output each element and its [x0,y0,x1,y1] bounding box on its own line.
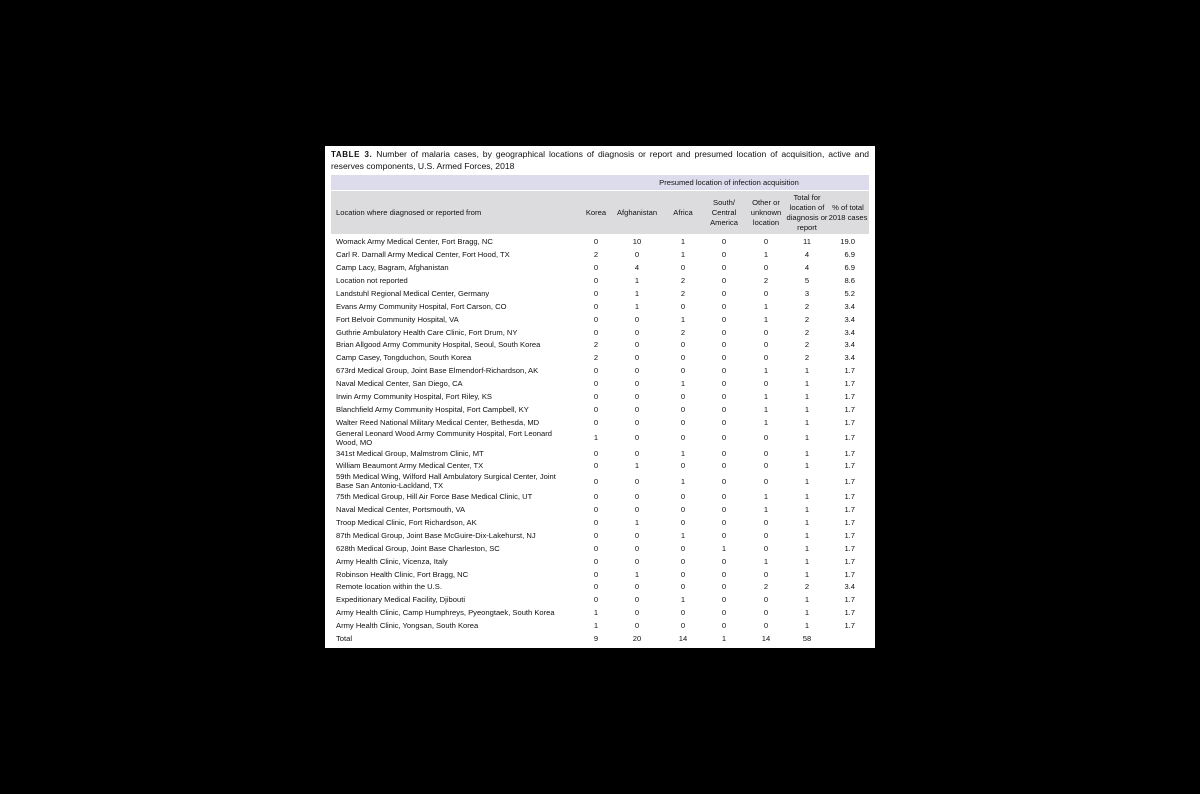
table-row [331,248,869,261]
cell-pct: 1.7 [844,530,855,540]
cell-korea: 0 [593,262,599,272]
cell-total: 2 [804,327,810,337]
cell-total: 1 [804,491,810,501]
cell-pct: 1.7 [844,461,855,471]
cell-other-unknown: 1 [763,314,769,324]
row-location: Location not reported [336,275,408,285]
cell-south-central-america: 0 [721,366,727,376]
cell-pct: 1.7 [844,556,855,566]
cell-pct: 1.7 [844,543,855,553]
cell-africa: 1 [680,314,686,324]
cell-total: 5 [804,275,810,285]
cell-total: 1 [804,517,810,527]
column-header-row [331,190,869,234]
cell-other-unknown: 0 [763,517,769,527]
cell-other-unknown: 0 [763,530,769,540]
row-location: 628th Medical Group, Joint Base Charleston, SC [336,543,500,553]
table-row [331,542,869,555]
row-location: Fort Belvoir Community Hospital, VA [336,314,459,324]
column-header-korea: Korea [585,207,607,217]
cell-total: 1 [804,418,810,428]
cell-korea: 0 [593,543,599,553]
cell-korea: 0 [593,236,599,246]
cell-korea: 0 [593,556,599,566]
cell-afghanistan: 4 [634,262,640,272]
cell-other-unknown: 0 [763,353,769,363]
cell-pct: 1.7 [844,504,855,514]
cell-korea: 0 [593,491,599,501]
cell-south-central-america: 0 [721,314,727,324]
table-row [331,516,869,529]
row-location: Camp Lacy, Bagram, Afghanistan [336,262,449,272]
table-row [331,606,869,619]
table-row [331,390,869,403]
cell-total: 1 [804,595,810,605]
cell-pct: 1.7 [844,366,855,376]
cell-africa: 1 [680,595,686,605]
row-location: Guthrie Ambulatory Health Care Clinic, Fort Drum, NY [336,327,518,337]
cell-korea: 0 [593,418,599,428]
table-row [331,472,869,490]
column-header-africa: Africa [673,207,693,217]
cell-korea: 0 [593,569,599,579]
cell-other-unknown: 0 [763,288,769,298]
cell-south-central-america: 0 [721,249,727,259]
cell-afghanistan: 0 [634,448,640,458]
table-row [331,351,869,364]
table-row [331,261,869,274]
cell-korea: 0 [593,405,599,415]
cell-pct: 1.7 [844,491,855,501]
cell-africa: 14 [678,634,688,644]
row-location: 673rd Medical Group, Joint Base Elmendorf-Richardson, AK [336,366,539,376]
table-row [331,619,869,632]
cell-other-unknown: 0 [763,327,769,337]
cell-afghanistan: 0 [634,476,640,486]
row-location: Total [336,634,353,644]
cell-korea: 0 [593,595,599,605]
table-row [331,581,869,594]
cell-other-unknown: 0 [763,448,769,458]
column-header-total: Total for location of diagnosis or report [786,192,828,232]
cell-total: 1 [804,608,810,618]
cell-korea: 0 [593,476,599,486]
cell-korea: 9 [593,634,599,644]
cell-africa: 1 [680,249,686,259]
cell-total: 1 [804,530,810,540]
table-row [331,377,869,390]
cell-pct: 1.7 [844,392,855,402]
table-row [331,429,869,447]
cell-africa: 0 [680,366,686,376]
cell-africa: 0 [680,491,686,501]
cell-pct: 5.2 [844,288,855,298]
cell-total: 1 [804,392,810,402]
table-row [331,555,869,568]
cell-africa: 1 [680,476,686,486]
cell-africa: 1 [680,448,686,458]
cell-korea: 0 [593,327,599,337]
cell-afghanistan: 1 [634,275,640,285]
row-location: Carl R. Darnall Army Medical Center, Fort Hood, TX [336,249,510,259]
cell-pct: 6.9 [844,262,855,272]
cell-afghanistan: 0 [634,621,640,631]
row-location: 87th Medical Group, Joint Base McGuire-Dix-Lakehurst, NJ [336,530,536,540]
cell-south-central-america: 1 [721,543,727,553]
cell-africa: 0 [680,543,686,553]
cell-other-unknown: 1 [763,556,769,566]
cell-korea: 1 [593,608,599,618]
cell-africa: 0 [680,353,686,363]
table-row [331,403,869,416]
table-row [331,235,869,248]
column-header-location: Location where diagnosed or reported from [336,207,482,217]
cell-total: 1 [804,556,810,566]
cell-south-central-america: 0 [721,569,727,579]
cell-korea: 0 [593,301,599,311]
table-row [331,287,869,300]
cell-korea: 0 [593,288,599,298]
cell-afghanistan: 1 [634,461,640,471]
cell-pct: 1.7 [844,476,855,486]
cell-africa: 1 [680,379,686,389]
table-row [331,300,869,313]
cell-other-unknown: 1 [763,249,769,259]
row-location: Naval Medical Center, Portsmouth, VA [336,504,466,514]
cell-total: 1 [804,461,810,471]
table-row [331,529,869,542]
cell-other-unknown: 0 [763,621,769,631]
table-title: Number of malaria cases, by geographical locations of diagnosis or report and presumed location of acquisition, active and reserves components, U.S. Armed Forces, 2018 [331,149,870,171]
cell-afghanistan: 0 [634,405,640,415]
row-location: 341st Medical Group, Malmstrom Clinic, MT [336,448,484,458]
cell-africa: 0 [680,433,686,443]
cell-afghanistan: 0 [634,433,640,443]
cell-other-unknown: 1 [763,491,769,501]
cell-afghanistan: 0 [634,379,640,389]
cell-pct: 1.7 [844,448,855,458]
cell-other-unknown: 0 [763,379,769,389]
row-location: Troop Medical Clinic, Fort Richardson, AK [336,517,477,527]
row-location: Womack Army Medical Center, Fort Bragg, NC [336,236,493,246]
row-location: Walter Reed National Military Medical Center, Bethesda, MD [336,418,540,428]
cell-afghanistan: 0 [634,392,640,402]
cell-other-unknown: 1 [763,366,769,376]
cell-total: 1 [804,448,810,458]
cell-south-central-america: 0 [721,405,727,415]
cell-other-unknown: 1 [763,418,769,428]
cell-south-central-america: 1 [721,634,727,644]
cell-south-central-america: 0 [721,433,727,443]
cell-pct [829,632,855,645]
cell-afghanistan: 0 [634,595,640,605]
table-row [331,416,869,429]
cell-pct: 1.7 [844,418,855,428]
cell-total: 2 [804,582,810,592]
cell-pct: 1.7 [844,569,855,579]
cell-other-unknown: 14 [761,634,771,644]
table-caption [331,149,869,171]
cell-total: 1 [804,476,810,486]
row-location: 75th Medical Group, Hill Air Force Base Medical Clinic, UT [336,491,533,501]
cell-africa: 0 [680,582,686,592]
cell-afghanistan: 0 [634,314,640,324]
cell-africa: 0 [680,608,686,618]
cell-korea: 0 [593,461,599,471]
row-location: Landstuhl Regional Medical Center, Germany [336,288,490,298]
cell-korea: 1 [593,433,599,443]
cell-south-central-america: 0 [721,504,727,514]
cell-korea: 0 [593,366,599,376]
row-location: Army Health Clinic, Vicenza, Italy [336,556,448,566]
cell-south-central-america: 0 [721,582,727,592]
cell-afghanistan: 1 [634,517,640,527]
cell-korea: 0 [593,448,599,458]
table-row [331,339,869,352]
cell-total: 2 [804,314,810,324]
cell-south-central-america: 0 [721,275,727,285]
cell-south-central-america: 0 [721,461,727,471]
cell-afghanistan: 1 [634,288,640,298]
cell-total: 2 [804,301,810,311]
cell-pct: 3.4 [844,327,855,337]
cell-afghanistan: 1 [634,301,640,311]
cell-pct: 3.4 [844,582,855,592]
row-location: Naval Medical Center, San Diego, CA [336,379,463,389]
cell-pct: 6.9 [844,249,855,259]
table-row [331,593,869,606]
table-row [331,364,869,377]
cell-pct: 1.7 [844,433,855,443]
row-location: General Leonard Wood Army Community Hospital, Fort Leonard Wood, MO [336,428,552,447]
cell-total: 11 [803,236,811,246]
cell-afghanistan: 0 [634,327,640,337]
cell-total: 1 [804,405,810,415]
row-location: Blanchfield Army Community Hospital, Fort Campbell, KY [336,405,529,415]
cell-total: 1 [804,621,810,631]
cell-other-unknown: 1 [763,504,769,514]
total-row [331,632,869,645]
cell-other-unknown: 0 [763,476,769,486]
cell-south-central-america: 0 [721,476,727,486]
cell-afghanistan: 0 [634,582,640,592]
cell-korea: 2 [593,340,599,350]
cell-pct: 3.4 [844,353,855,363]
cell-pct: 1.7 [844,621,855,631]
cell-korea: 1 [593,621,599,631]
row-location: Irwin Army Community Hospital, Fort Riley, KS [336,392,492,402]
row-location: William Beaumont Army Medical Center, TX [336,461,484,471]
cell-south-central-america: 0 [721,491,727,501]
row-location: Remote location within the U.S. [336,582,442,592]
cell-korea: 0 [593,517,599,527]
cell-afghanistan: 0 [634,530,640,540]
cell-africa: 0 [680,517,686,527]
cell-korea: 0 [593,379,599,389]
cell-afghanistan: 0 [634,608,640,618]
cell-other-unknown: 0 [763,543,769,553]
cell-korea: 0 [593,530,599,540]
cell-other-unknown: 0 [763,595,769,605]
cell-africa: 2 [680,327,686,337]
row-location: Brian Allgood Army Community Hospital, Seoul, South Korea [336,340,541,350]
cell-afghanistan: 0 [634,556,640,566]
cell-korea: 0 [593,275,599,285]
cell-africa: 0 [680,418,686,428]
cell-afghanistan: 0 [634,504,640,514]
cell-pct: 1.7 [844,608,855,618]
cell-afghanistan: 1 [634,569,640,579]
cell-other-unknown: 0 [763,569,769,579]
cell-africa: 0 [680,504,686,514]
cell-afghanistan: 20 [632,634,642,644]
cell-africa: 1 [680,530,686,540]
cell-korea: 2 [593,249,599,259]
table-row [331,460,869,473]
cell-africa: 0 [680,262,686,272]
row-location: Expeditionary Medical Facility, Djibouti [336,595,466,605]
cell-total: 1 [804,379,810,389]
cell-total: 58 [802,634,812,644]
row-location: Camp Casey, Tongduchon, South Korea [336,353,472,363]
cell-afghanistan: 10 [632,236,642,246]
table-number: TABLE 3. [331,150,373,159]
cell-africa: 0 [680,621,686,631]
cell-pct: 3.4 [844,340,855,350]
cell-africa: 2 [680,275,686,285]
cell-total: 1 [804,366,810,376]
cell-pct: 3.4 [844,314,855,324]
cell-total: 1 [804,543,810,553]
cell-south-central-america: 0 [721,392,727,402]
column-header-other-unknown: Other or unknown location [750,197,782,227]
cell-pct: 1.7 [844,517,855,527]
malaria-cases-table [331,175,869,645]
document-page [325,146,875,648]
cell-africa: 0 [680,340,686,350]
cell-other-unknown: 0 [763,262,769,272]
cell-south-central-america: 0 [721,340,727,350]
cell-south-central-america: 0 [721,595,727,605]
cell-africa: 0 [680,556,686,566]
cell-south-central-america: 0 [721,556,727,566]
column-header-south-central-america: South/ Central America [710,197,738,227]
cell-afghanistan: 0 [634,418,640,428]
cell-other-unknown: 0 [763,461,769,471]
cell-south-central-america: 0 [721,517,727,527]
table-row [331,274,869,287]
cell-south-central-america: 0 [721,621,727,631]
cell-pct: 1.7 [844,379,855,389]
table-body [331,235,869,645]
cell-other-unknown: 2 [763,582,769,592]
table-row [331,568,869,581]
cell-south-central-america: 0 [721,301,727,311]
cell-total: 4 [804,262,810,272]
cell-other-unknown: 1 [763,301,769,311]
cell-south-central-america: 0 [721,236,727,246]
row-location: 59th Medical Wing, Wilford Hall Ambulatory Surgical Center, Joint Base San Antonio-Lackland, TX [336,472,556,491]
cell-africa: 0 [680,461,686,471]
cell-total: 3 [804,288,810,298]
cell-other-unknown: 0 [763,433,769,443]
cell-korea: 0 [593,392,599,402]
cell-korea: 0 [593,314,599,324]
cell-south-central-america: 0 [721,288,727,298]
column-header-percent: % of total 2018 cases [828,202,868,222]
cell-pct: 1.7 [844,405,855,415]
cell-total: 2 [804,340,810,350]
row-location: Evans Army Community Hospital, Fort Carson, CO [336,301,507,311]
cell-pct: 19.0 [840,236,855,246]
table-row [331,490,869,503]
cell-africa: 0 [680,569,686,579]
cell-africa: 0 [680,405,686,415]
cell-total: 1 [804,433,810,443]
cell-other-unknown: 1 [763,405,769,415]
row-location: Army Health Clinic, Yongsan, South Korea [336,621,479,631]
cell-total: 2 [804,353,810,363]
row-location: Robinson Health Clinic, Fort Bragg, NC [336,569,469,579]
cell-south-central-america: 0 [721,353,727,363]
cell-afghanistan: 0 [634,543,640,553]
spanning-header: Presumed location of infection acquisition [659,178,799,187]
column-header-afghanistan: Afghanistan [616,207,658,217]
cell-south-central-america: 0 [721,448,727,458]
cell-south-central-america: 0 [721,262,727,272]
cell-africa: 2 [680,288,686,298]
cell-pct: 3.4 [844,301,855,311]
table-row [331,313,869,326]
cell-other-unknown: 0 [763,608,769,618]
cell-south-central-america: 0 [721,530,727,540]
cell-afghanistan: 0 [634,249,640,259]
cell-afghanistan: 0 [634,340,640,350]
cell-africa: 0 [680,392,686,402]
cell-south-central-america: 0 [721,418,727,428]
cell-other-unknown: 0 [763,236,769,246]
table-row [331,503,869,516]
table-row [331,447,869,460]
cell-pct: 8.6 [844,275,855,285]
cell-afghanistan: 0 [634,491,640,501]
cell-total: 4 [804,249,810,259]
spanning-header-band [331,175,869,190]
cell-other-unknown: 1 [763,392,769,402]
cell-korea: 2 [593,353,599,363]
cell-south-central-america: 0 [721,379,727,389]
cell-pct: 1.7 [844,595,855,605]
cell-south-central-america: 0 [721,327,727,337]
cell-other-unknown: 2 [763,275,769,285]
row-location: Army Health Clinic, Camp Humphreys, Pyeongtaek, South Korea [336,608,555,618]
cell-afghanistan: 0 [634,353,640,363]
cell-total: 1 [804,504,810,514]
cell-other-unknown: 0 [763,340,769,350]
cell-total: 1 [804,569,810,579]
cell-africa: 0 [680,301,686,311]
cell-south-central-america: 0 [721,608,727,618]
cell-afghanistan: 0 [634,366,640,376]
cell-korea: 0 [593,504,599,514]
table-row [331,326,869,339]
cell-korea: 0 [593,582,599,592]
cell-africa: 1 [680,236,686,246]
